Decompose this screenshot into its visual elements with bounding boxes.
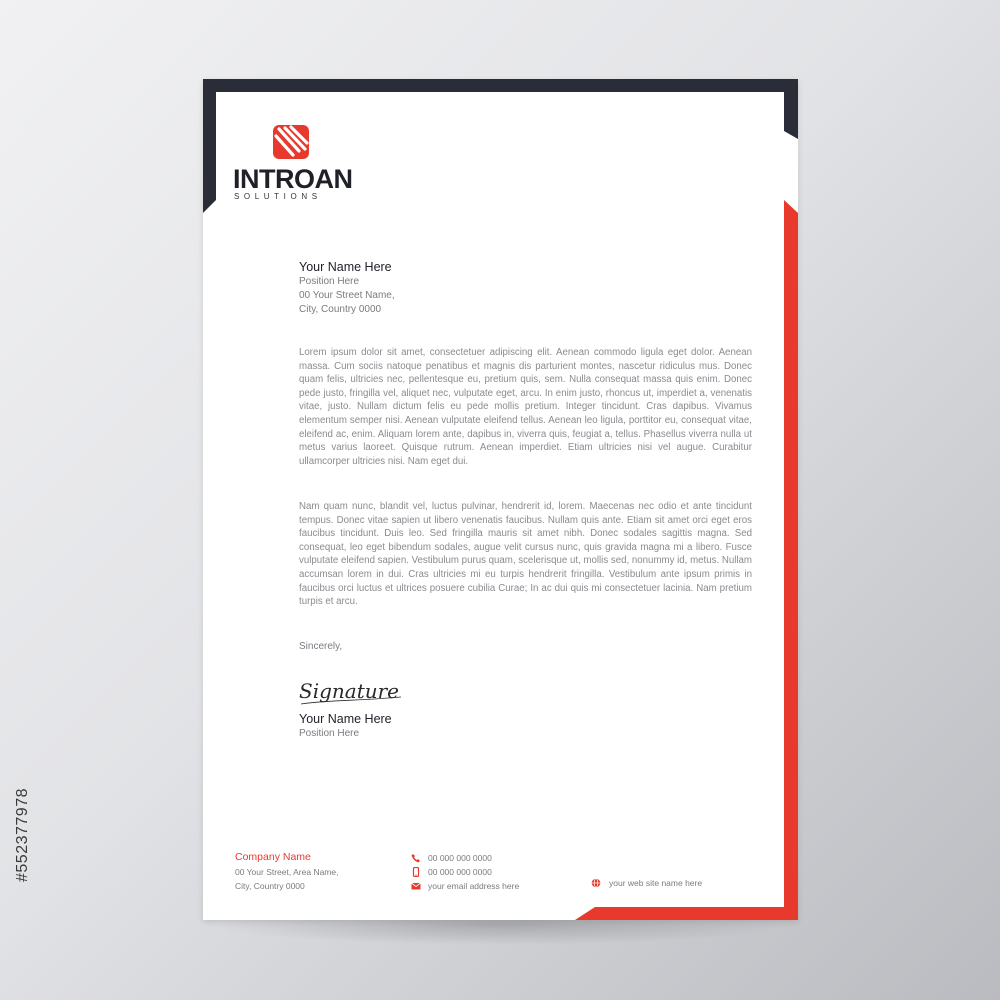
signer-block	[299, 712, 392, 741]
sender-position: Position Here	[299, 276, 360, 287]
brand-name: INTROAN	[233, 164, 353, 194]
svg-text:Signature: Signature	[299, 679, 400, 703]
letterhead-page	[203, 79, 798, 920]
footer-contact-list	[411, 851, 519, 893]
stock-id-text: #552377978	[14, 788, 31, 882]
globe-icon	[591, 878, 601, 888]
brand-tagline: SOLUTIONS	[234, 192, 322, 201]
signer-position: Position Here	[299, 728, 360, 739]
footer-mobile	[411, 865, 519, 879]
footer-address-line-1: 00 Your Street, Area Name,	[235, 867, 339, 877]
stripes-square-logo-icon	[273, 125, 309, 159]
footer-email-text: your email address here	[428, 881, 520, 891]
red-side-band	[784, 200, 798, 920]
footer-mobile-text: 00 000 000 0000	[428, 867, 492, 877]
sender-street: 00 Your Street Name,	[299, 290, 395, 301]
handwritten-signature	[297, 670, 407, 710]
footer-website-text: your web site name here	[609, 878, 703, 888]
signer-name: Your Name Here	[299, 712, 392, 726]
email-icon	[411, 881, 421, 891]
sender-name: Your Name Here	[299, 260, 392, 274]
mobile-icon	[411, 867, 421, 877]
body-paragraph-1: Lorem ipsum dolor sit amet, consectetuer adipiscing elit. Aenean commodo ligula eget dolor. Aenean massa. Cum sociis natoque penatibus et magnis dis parturient montes, nascetur ridiculus mus. Donec quam felis, ultricies nec, pellentesque eu, pretium quis, sem. Nulla consequat massa quis enim. Donec pede justo, fringilla vel, aliquet nec, vulputate eget, arcu. In enim justo, rhoncus ut, imperdiet a, venenatis vitae, justo. Nullam dictum felis eu pede mollis pretium. Integer tincidunt. Cras dapibus. Vivamus elementum semper nisi. Aenean vulputate eleifend tellus. Aenean leo ligula, porttitor eu, consequat vitae, eleifend ac, enim. Aliquam lorem ante, dapibus in, viverra quis, feugiat a, tellus. Phasellus viverra nulla ut metus varius laoreet. Quisque rutrum. Aenean imperdiet. Etiam ultricies nisi vel augue. Curabitur ullamcorper ultricies nisi. Nam eget dui.	[299, 347, 752, 467]
footer-company-name: Company Name	[235, 851, 311, 863]
body-paragraph-2: Nam quam nunc, blandit vel, luctus pulvinar, hendrerit id, lorem. Maecenas nec odio et ante tincidunt tempus. Donec vitae sapien ut libero venenatis faucibus. Nullam quis ante. Etiam sit amet orci eget eros faucibus tincidunt. Duis leo. Sed fringilla mauris sit amet nibh. Donec sodales sagittis magna. Sed consequat, leo eget bibendum sodales, augue velit cursus nunc, quis gravida magna mi a libero. Fusce vulputate eleifend sapien. Vestibulum purus quam, scelerisque ut, mollis sed, nonummy id, metus. Nullam accumsan lorem in dui. Cras ultricies mi eu turpis hendrerit fringilla. Vestibulum ante ipsum primis in faucibus orci luctus et ultrices posuere cubilia Curae; In ac dui quis mi consectetuer lacinia. Nam pretium turpis et arcu.	[299, 501, 752, 608]
footer-company-block	[235, 850, 338, 893]
red-bottom-corner	[575, 907, 784, 920]
sender-city: City, Country 0000	[299, 304, 382, 315]
footer-address-line-2: City, Country 0000	[235, 881, 305, 891]
sender-block	[299, 260, 599, 317]
phone-icon	[411, 853, 421, 863]
footer-phone	[411, 851, 519, 865]
footer-website	[591, 878, 702, 888]
closing-salutation: Sincerely,	[299, 641, 343, 652]
footer-email	[411, 879, 519, 893]
stock-id-watermark	[12, 765, 34, 905]
footer-phone-text: 00 000 000 0000	[428, 853, 492, 863]
